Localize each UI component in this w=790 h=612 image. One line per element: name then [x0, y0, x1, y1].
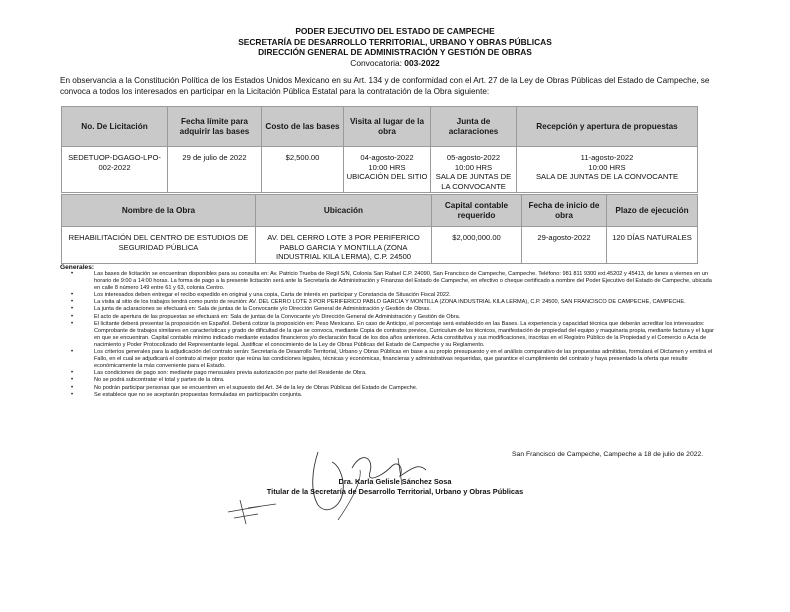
- header-ubicacion: Ubicación: [256, 195, 432, 227]
- generales-item: • Las bases de licitación se encuentran disponibles para su consulta en: Av. Patricio Trueba de Regil S/N, Colonia San Rafael C.P. 24090, San Francisco de Campeche, Campeche. Teléfono: 981 811 9300 ext.45202 y 45413, de lunes a viernes en un horario de 9:00 a 14:00 horas. La forma de pago a la presente licitación será ante la Secretaría de Administración y Finanzas del Estado de Campeche, en efectivo o cheque certificado a nombre del Poder Ejecutivo del Estado de Campeche, ubicada en calle 8 número 149 entre 61 y 63, colonia Centro.: [66, 271, 714, 292]
- signatory-name: Dra. Karla Gelisle Sánchez Sosa: [338, 477, 452, 486]
- generales-item: • La visita al sitio de los trabajos tendrá como punto de reunión: AV. DEL CERRO LOTE 3 POR PERIFERICO PABLO GARCIA Y MONTILLA (ZONA INDUSTRIAL KILA LERMA), C.P. 24500, SAN FRANCISCO DE CAMPECHE, CAMPECHE.: [66, 299, 714, 306]
- generales-title: Generales:: [60, 264, 95, 271]
- generales-item: • El acto de apertura de las propuestas se efectuará en: Sala de juntas de la Convocante y/o Dirección General de Administración y Gestión de Obra.: [66, 314, 714, 321]
- cell-no-licitacion: SEDETUOP-DGAGO-LPO-002-2022: [62, 147, 168, 193]
- header-recepcion: Recepción y apertura de propuestas: [517, 107, 698, 147]
- generales-item: • La junta de aclaraciones se efectuará en: Sala de juntas de la Convocante y/o Dirección General de Administración y Gestión de Obras.: [66, 306, 714, 313]
- generales-item: • Los criterios generales para la adjudicación del contrato serán: Secretaría de Desarrollo Territorial, Urbano y Obras Públicas en base a su propio presupuesto y en el análisis comparativo de las propuestas admitidas, formulará el Dictamen y emitirá el Fallo, en el cual se adjudicará el contrato al mejor postor que reúna las condiciones legales, técnicas y económicas, financieras y administrativas requeridas, que garantice el cumplimiento del contrato y haya presentado la oferta que resulte económicamente la más conveniente para el Estado.: [66, 349, 714, 370]
- obra-table: [61, 194, 698, 264]
- cell-ubicacion: AV. DEL CERRO LOTE 3 POR PERIFERICO PABLO GARCIA Y MONTILLA (ZONA INDUSTRIAL KILA LERMA), C.P. 24500: [256, 227, 432, 264]
- header-junta: Junta de aclaraciones: [431, 107, 517, 147]
- cell-visita: 04-agosto-2022 10:00 HRS UBICACIÓN DEL SITIO: [344, 147, 431, 193]
- generales-item: • Se establece que no se aceptarán propuestas formuladas en participación conjunta.: [66, 392, 714, 399]
- cell-plazo: 120 DÍAS NATURALES: [607, 227, 698, 264]
- header-costo-bases: Costo de las bases: [262, 107, 344, 147]
- cell-junta: 05-agosto-2022 10:00 HRS SALA DE JUNTAS DE LA CONVOCANTE: [431, 147, 517, 193]
- header-fecha-inicio: Fecha de inicio de obra: [522, 195, 607, 227]
- place-date: San Francisco de Campeche, Campeche a 18 de julio de 2022.: [512, 451, 704, 458]
- header-line-1: PODER EJECUTIVO DEL ESTADO DE CAMPECHE: [295, 26, 495, 36]
- generales-item: • Las condiciones de pago son: mediante pago mensuales previa autorización por parte del Residente de Obra.: [66, 370, 714, 377]
- header-no-licitacion: No. De Licitación: [62, 107, 168, 147]
- generales-item: • No se podrá subcontratar el total y partes de la obra.: [66, 377, 714, 384]
- generales-item: • El licitante deberá presentar la proposición en Español. Deberá cotizar la proposición en: Peso Mexicano. En caso de Anticipo, el porcentaje será establecido en las Bases. La experiencia y capacidad técnica que deberán acreditar los interesados: Comprobante de trabajos similares en características y grado de dificultad de la que se convoca, mediante Copia de contratos previos, Curriculum de los técnicos, manifestación de propiedad del equipo y maquinaria propia, mediante factura y el lugar en que se encuentran. Capital contable mínimo indicado mediante estados financieros y/o declaración fiscal de los dos años anteriores. Acta constitutiva y sus modificaciones, inscritas en el Registro Público de la Propiedad y el Comercio o Acta de nacimiento y Poder Protocolizado del Representante legal. Justificar el conocimiento de la Ley de Obras Públicas del Estado de Campeche y su Reglamento.: [66, 321, 714, 349]
- document-header: [0, 26, 790, 68]
- header-nombre-obra: Nombre de la Obra: [62, 195, 256, 227]
- header-visita: Visita al lugar de la obra: [344, 107, 431, 147]
- cell-fecha-limite: 29 de julio de 2022: [168, 147, 262, 193]
- header-fecha-limite: Fecha límite para adquirir las bases: [168, 107, 262, 147]
- generales-list: [66, 271, 714, 399]
- licitacion-table: [61, 106, 698, 193]
- intro-paragraph: En observancia a la Constitución Política de los Estados Unidos Mexicano en su Art. 134 y de conformidad con el Art. 27 de la Ley de Obras Públicas del Estado de Campeche, se convoca a todos los interesados en participar en la Licitación Pública Estatal para la contratación de la Obra siguiente:: [60, 76, 710, 96]
- convocatoria-label: Convocatoria:: [350, 57, 402, 68]
- header-line-3: DIRECCIÓN GENERAL DE ADMINISTRACIÓN Y GESTIÓN DE OBRAS: [258, 47, 532, 58]
- convocatoria-line: [0, 58, 790, 69]
- header-line-2: SECRETARÍA DE DESARROLLO TERRITORIAL, URBANO Y OBRAS PÚBLICAS: [238, 36, 552, 47]
- generales-item: • Los interesados deben entregar el recibo expedido en original y una copia, Carta de interés en participar y Constancia de Situación Fiscal 2022.: [66, 292, 714, 299]
- cell-recepcion: 11-agosto-2022 10:00 HRS SALA DE JUNTAS DE LA CONVOCANTE: [517, 147, 698, 193]
- signatory-title: Titular de la Secretaría de Desarrollo Territorial, Urbano y Obras Públicas: [266, 487, 524, 496]
- cell-capital: $2,000,000.00: [432, 227, 522, 264]
- convocatoria-number: 003-2022: [404, 57, 440, 68]
- header-plazo: Plazo de ejecución: [607, 195, 698, 227]
- cell-fecha-inicio: 29-agosto-2022: [522, 227, 607, 264]
- header-capital: Capital contable requerido: [432, 195, 522, 227]
- generales-item: • No podrán participar personas que se encuentren en el supuesto del Art. 34 de la ley de Obras Públicas del Estado de Campeche.: [66, 385, 714, 392]
- cell-costo-bases: $2,500.00: [262, 147, 344, 193]
- cell-nombre-obra: REHABILITACIÓN DEL CENTRO DE ESTUDIOS DE SEGURIDAD PÚBLICA: [62, 227, 256, 264]
